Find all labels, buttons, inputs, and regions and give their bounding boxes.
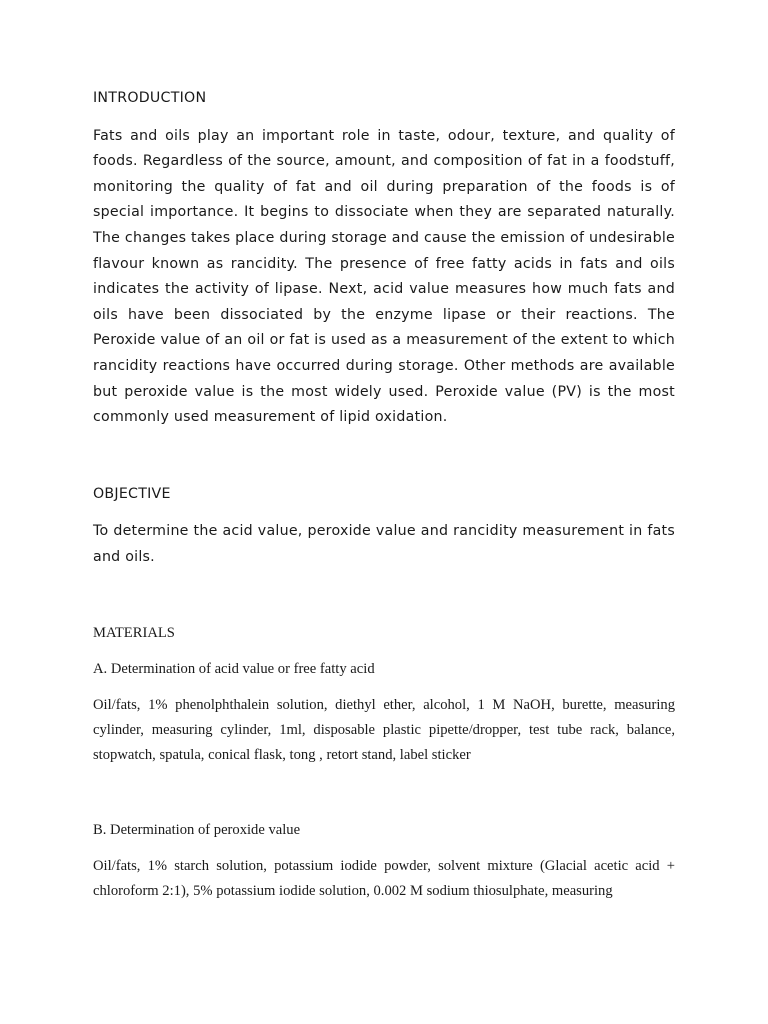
introduction-heading: INTRODUCTION	[93, 90, 207, 106]
materials-heading: MATERIALS	[93, 624, 175, 641]
objective-heading: OBJECTIVE	[93, 485, 171, 502]
objective-paragraph: To determine the acid value, peroxide value and rancidity measurement in fats and oils.	[93, 523, 675, 565]
document-page	[93, 86, 675, 904]
introduction-paragraph: Fats and oils play an important role in taste, odour, texture, and quality of foods. Regardless of the source, amount, and composition of fat in a foodstuff, monitoring the quality of fat and oil during preparation of the foods is of special importance. It begins to dissociate when they are separated naturally. The changes takes place during storage and cause the emission of undesirable flavour known as rancidity. The presence of free fatty acids in fats and oils indicates the activity of lipase. Next, acid value measures how much fats and oils have been dissociated by the enzyme lipase or their reactions. The Peroxide value of an oil or fat is used as a measurement of the extent to which rancidity reactions have occurred during storage. Other methods are available but peroxide value is the most widely used. Peroxide value (PV) is the most commonly used measurement of lipid oxidation.	[93, 127, 675, 426]
acid-value-subheading: A. Determination of acid value or free fatty acid	[93, 660, 375, 677]
peroxide-value-materials-paragraph: Oil/fats, 1% starch solution, potassium iodide powder, solvent mixture (Glacial acetic acid + chloroform 2:1), 5% potassium iodide solution, 0.002 M sodium thiosulphate, measuring	[93, 857, 675, 899]
acid-value-materials-paragraph: Oil/fats, 1% phenolphthalein solution, diethyl ether, alcohol, 1 M NaOH, burette, measuring cylinder, measuring cylinder, 1ml, disposable plastic pipette/dropper, test tube rack, balance, stopwatch, spatula, conical flask, tong , retort stand, label sticker	[93, 696, 675, 763]
peroxide-value-subheading: B. Determination of peroxide value	[93, 821, 301, 838]
